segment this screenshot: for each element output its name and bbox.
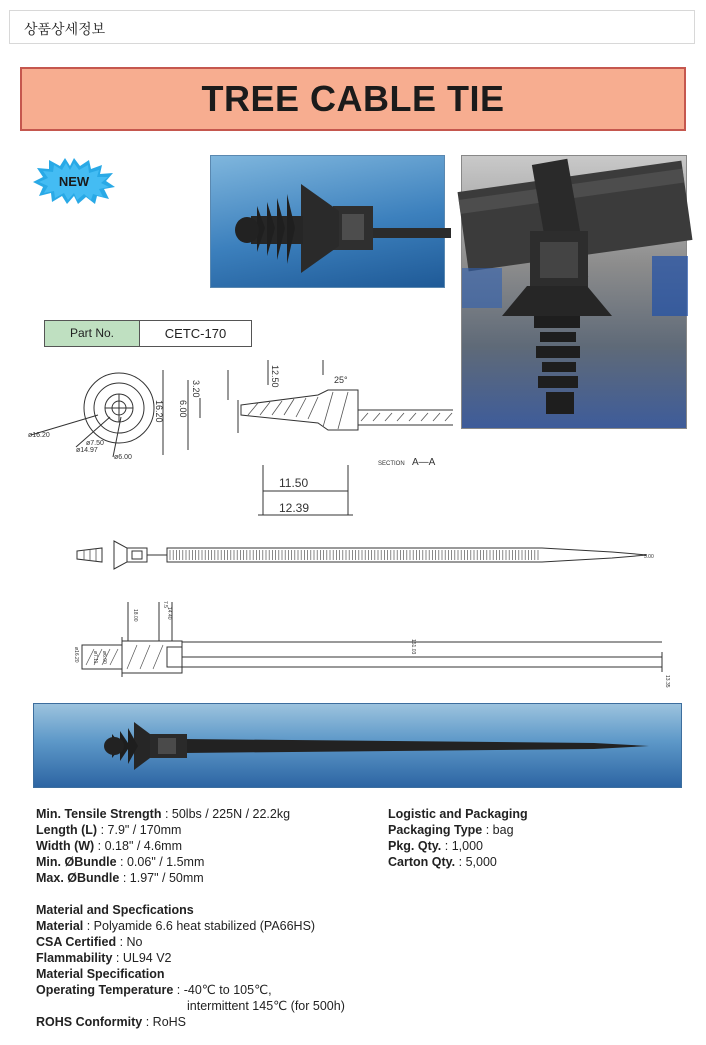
dim-section-4: 25° [334,375,348,385]
packaging-heading [388,806,528,822]
spec-row [36,838,345,854]
spec-separator: : [83,919,94,933]
spec-separator: : [482,823,493,837]
spec-value: 1.97" / 50mm [129,871,204,885]
spec-label: Material [36,919,84,933]
material-spec-heading-text: Material Specification [36,967,165,981]
spec-value: RoHS [152,1015,187,1029]
spec-row [36,822,345,838]
spec-separator: : [97,823,108,837]
spec-separator: : [112,951,123,965]
section-label: SECTION [378,461,405,467]
spec-row [388,854,528,870]
spec-label: Length (L) [36,823,98,837]
spec-value: UL94 V2 [122,951,172,965]
dim-front-0: ø16.20 [28,432,50,439]
spec-value: Polyamide 6.6 heat stabilized (PA66HS) [93,919,316,933]
technical-drawing-section [28,355,463,520]
page-header [9,10,695,44]
spec-row [388,838,528,854]
technical-drawing-side-view [72,597,672,687]
spec-separator: : [119,871,130,885]
spec-value: 0.06" / 1.5mm [126,855,205,869]
dim-side-3: ø16.20 [73,647,79,663]
spec-separator: : [455,855,466,869]
dim-section-0: 3.20 [191,380,201,398]
new-badge-text: NEW [58,174,90,189]
dim-section-6: 12.39 [279,501,310,515]
spec-label: Min. Tensile Strength [36,807,162,821]
dim-front-1: ø7.50 [86,440,104,447]
spec-row [36,854,345,870]
page-header-title: 상품상세정보 [24,22,106,38]
spec-row [36,1014,345,1030]
dim-side-2: 14.40 [166,607,172,620]
spec-row [36,806,345,822]
dim-front-3: ø6.00 [114,454,132,461]
spec-label: Pkg. Qty. [388,839,442,853]
spec-value: No [126,935,143,949]
product-photo-full [33,703,682,788]
product-title-banner [20,67,686,131]
part-number-value: CETC-170 [164,326,227,341]
spec-value: 5,000 [465,855,497,869]
spec-value: 7.9" / 170mm [107,823,182,837]
spec-separator: : [116,935,127,949]
technical-drawing-top-view [72,538,652,572]
spec-label: Width (W) [36,839,95,853]
spec-row [36,950,345,966]
spec-label: Flammability [36,951,113,965]
spec-list [36,806,345,1030]
spec-row [36,982,345,998]
new-badge [33,158,115,204]
spec-label: Packaging Type [388,823,483,837]
spec-value: intermittent 145℃ (for 500h) [187,999,345,1013]
spec-row [36,918,345,934]
spec-label: Carton Qty. [388,855,456,869]
spec-separator: : [142,1015,153,1029]
spec-separator: : [94,839,105,853]
dim-front-2: ø14.97 [76,447,98,454]
product-photo-closeup [210,155,445,288]
spec-value: 50lbs / 225N / 22.2kg [171,807,291,821]
spec-row [36,870,345,886]
part-number-table [44,320,252,347]
spec-separator: : [441,839,452,853]
spec-label: Min. ØBundle [36,855,117,869]
dim-side-1: 7.5 [162,601,168,608]
spec-separator: : [116,855,127,869]
spec-row [36,934,345,950]
spec-value: bag [492,823,514,837]
material-spec-heading [36,966,345,982]
dim-section-2: 16.20 [154,400,164,423]
spec-label: ROHS Conformity [36,1015,143,1029]
spec-separator: : [161,807,172,821]
dim-side-6: 151.03 [410,639,416,655]
spec-label: Max. ØBundle [36,871,120,885]
part-number-label: Part No. [45,321,140,346]
spec-row [388,822,528,838]
dim-side-4: ø7.11 [92,651,98,664]
section-name: A—A [412,457,436,468]
dim-side-0: 18.00 [132,609,138,622]
dim-section-1: 6.00 [178,400,188,418]
dim-section-3: 12.50 [270,365,280,388]
product-photo-installed [461,155,687,429]
dim-section-5: 11.50 [279,476,309,490]
product-title: TREE CABLE TIE [201,78,505,119]
spec-label: Operating Temperature [36,983,174,997]
material-heading [36,902,345,918]
spec-value: 1,000 [451,839,483,853]
dim-side-7: 13.35 [664,675,670,688]
spec-value: 0.18" / 4.6mm [104,839,183,853]
material-heading-text: Material and Specfications [36,903,194,917]
packaging-list [388,806,528,870]
spec-label: CSA Certified [36,935,117,949]
packaging-heading-text: Logistic and Packaging [388,807,528,821]
spec-row-continued [36,998,345,1014]
dim-side-5: ø6.00 [101,651,107,664]
dim-top-width: 5.00 [644,554,654,560]
spec-separator: : [173,983,184,997]
spec-value: -40℃ to 105℃, [183,983,272,997]
